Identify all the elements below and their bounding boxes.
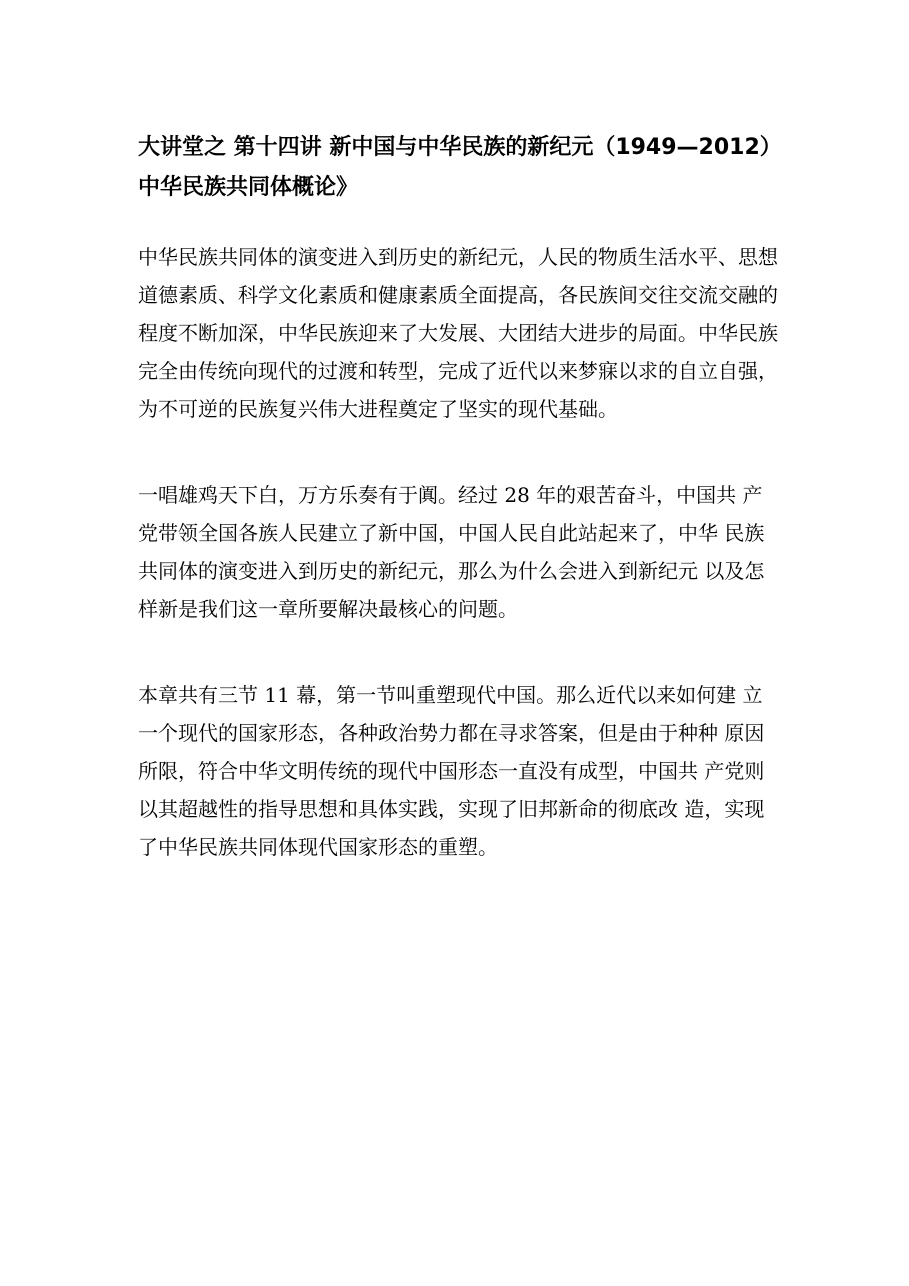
paragraph-chapter-overview: 本章共有三节 11 幕，第一节叫重塑现代中国。那么近代以来如何建 立一个现代的国家形态，各种政治势力都在寻求答案，但是由于种种 原因所限，符合中华文明传统的现代中国形态一直没有成型，中国共 产党则以其超越性的指导思想和具体实践，实现了旧邦新命的彻底改 造，实现了中华民族共同体现代国家形态的重塑。 (138, 683, 765, 859)
document-body (138, 128, 778, 866)
paragraph-new-china: 一唱雄鸡天下白，万方乐奏有于阗。经过 28 年的艰苦奋斗，中国共 产党带领全国各族人民建立了新中国，中国人民自此站起来了，中华 民族共同体的演变进入到历史的新纪元，那么为什么会进入到新纪元 以及怎样新是我们这一章所要解决最核心的问题。 (138, 483, 765, 621)
document-title: 大讲堂之 第十四讲 新中国与中华民族的新纪元（1949—2012）中华民族共同体概论》 (138, 135, 771, 200)
paragraph-intro: 中华民族共同体的演变进入到历史的新纪元，人民的物质生活水平、思想道德素质、科学文化素质和健康素质全面提高，各民族间交往交流交融的程度不断加深，中华民族迎来了大发展、大团结大进步的局面。中华民族完全由传统向现代的过渡和转型，完成了近代以来梦寐以求的自立自强，为不可逆的民族复兴伟大进程奠定了坚实的现代基础。 (138, 245, 778, 421)
